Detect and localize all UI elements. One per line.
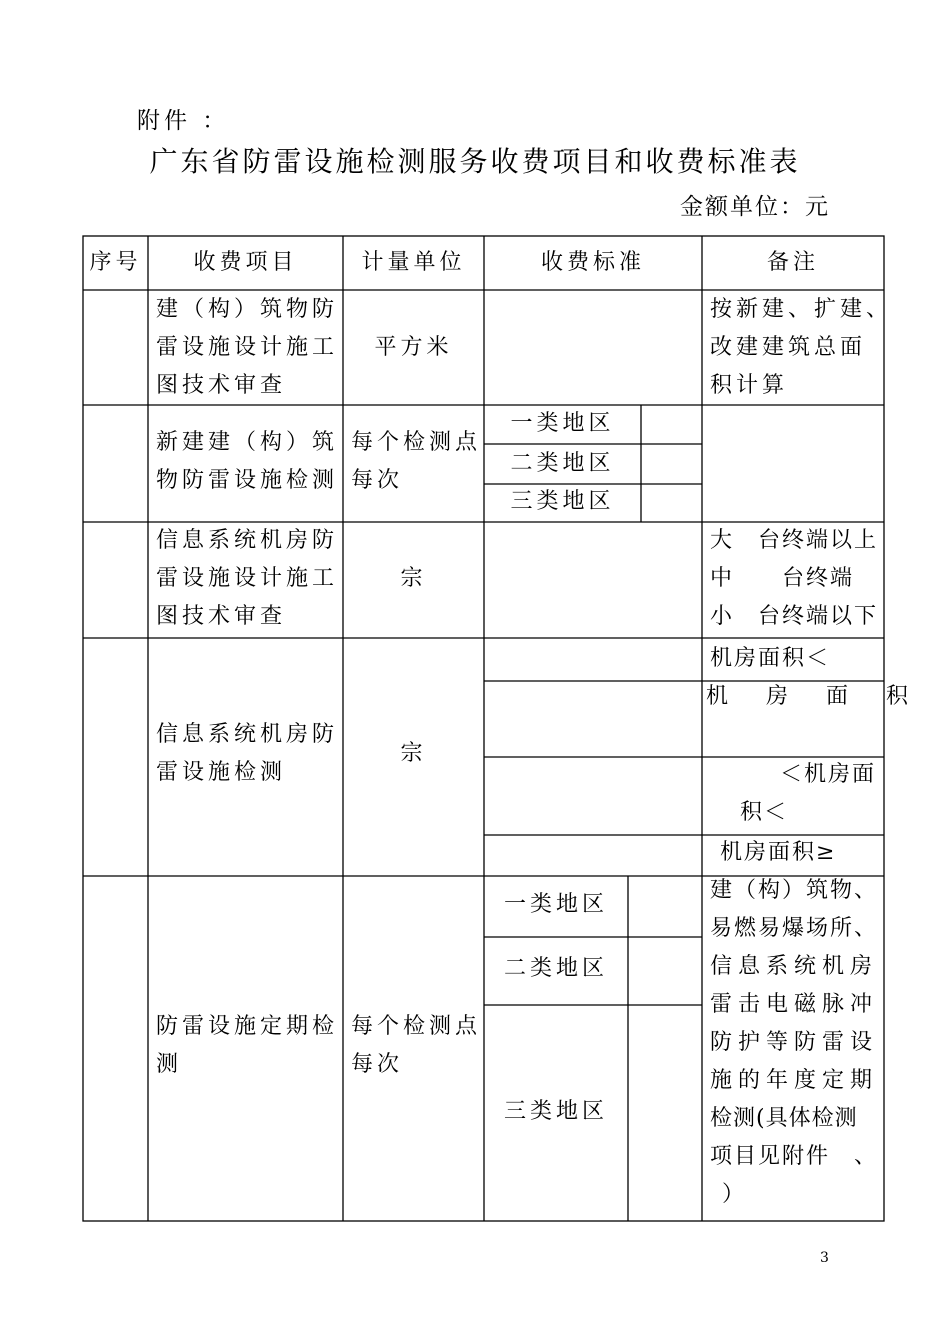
row2-item-line1: 新建建（构）筑 [156, 430, 339, 455]
amount-unit-label: 金额单位：元 [680, 194, 830, 220]
header-standard: 收费标准 [540, 250, 645, 275]
row3-unit: 宗 [400, 566, 427, 591]
row1-remark-line3: 积计算 [710, 373, 789, 398]
row4-unit: 宗 [400, 741, 427, 766]
row1-remark-line1: 按新建、扩建、 [710, 297, 893, 322]
row4-remark-3a: ＜机房面 [780, 762, 877, 787]
row1-item-line2: 雷设施设计施工 [156, 335, 339, 360]
row2-area-2: 二类地区 [510, 451, 615, 476]
header-remark: 备注 [766, 250, 819, 275]
row5-item-line1: 防雷设施定期检 [156, 1014, 339, 1039]
row5-remark-5: 防护等防雷设 [710, 1030, 879, 1055]
row4-remark-4: 机房面积≥ [720, 840, 837, 865]
row5-remark-7: 检测(具体检测 [710, 1106, 858, 1131]
row5-remark-6: 施的年度定期 [710, 1068, 879, 1093]
row1-item-line3: 图技术审查 [156, 373, 287, 398]
row1-remark-line2: 改建建筑总面 [710, 335, 867, 360]
row2-unit-line2: 每次 [351, 468, 404, 493]
row5-unit-line1: 每个检测点 [351, 1014, 482, 1039]
row3-remark-line1: 大 台终端以上 [710, 528, 879, 553]
row5-remark-8: 项目见附件 、 [710, 1144, 879, 1169]
row5-remark-1: 建（构）筑物、 [710, 878, 879, 903]
row3-remark-line3: 小 台终端以下 [710, 604, 879, 629]
row5-area-2: 二类地区 [503, 956, 608, 981]
row2-item-line2: 物防雷设施检测 [156, 468, 339, 493]
row2-area-3: 三类地区 [510, 489, 615, 514]
header-item: 收费项目 [193, 250, 298, 275]
page-title: 广东省防雷设施检测服务收费项目和收费标准表 [149, 145, 801, 178]
row4-item-line1: 信息系统机房防 [156, 722, 339, 747]
row5-unit-line2: 每次 [351, 1052, 404, 1077]
row4-remark-1: 机房面积＜ [710, 646, 831, 671]
row5-item-line2: 测 [156, 1052, 183, 1077]
header-seq: 序号 [89, 250, 142, 275]
row1-item-line1: 建（构）筑物防 [156, 297, 339, 322]
row3-item-line2: 雷设施设计施工 [156, 566, 339, 591]
row4-remark-3b: 积＜ [740, 800, 789, 825]
row3-remark-line2: 中 台终端 [710, 566, 855, 591]
row4-remark-2: 机 房 面 积 [706, 684, 917, 709]
row1-unit: 平方米 [374, 335, 453, 360]
attachment-label: 附件 ： [137, 108, 230, 134]
row5-area-3: 三类地区 [503, 1099, 608, 1124]
row5-remark-2: 易燃易爆场所、 [710, 916, 879, 941]
row5-remark-4: 雷击电磁脉冲 [710, 992, 879, 1017]
header-unit: 计量单位 [361, 250, 466, 275]
row3-item-line1: 信息系统机房防 [156, 528, 339, 553]
row5-area-1: 一类地区 [503, 892, 608, 917]
row3-item-line3: 图技术审查 [156, 604, 287, 629]
page-number: 3 [820, 1250, 829, 1266]
row5-remark-9: ） [722, 1182, 749, 1207]
row2-area-1: 一类地区 [510, 411, 615, 436]
row4-item-line2: 雷设施检测 [156, 760, 287, 785]
row2-unit-line1: 每个检测点 [351, 430, 482, 455]
row5-remark-3: 信息系统机房 [710, 954, 879, 979]
